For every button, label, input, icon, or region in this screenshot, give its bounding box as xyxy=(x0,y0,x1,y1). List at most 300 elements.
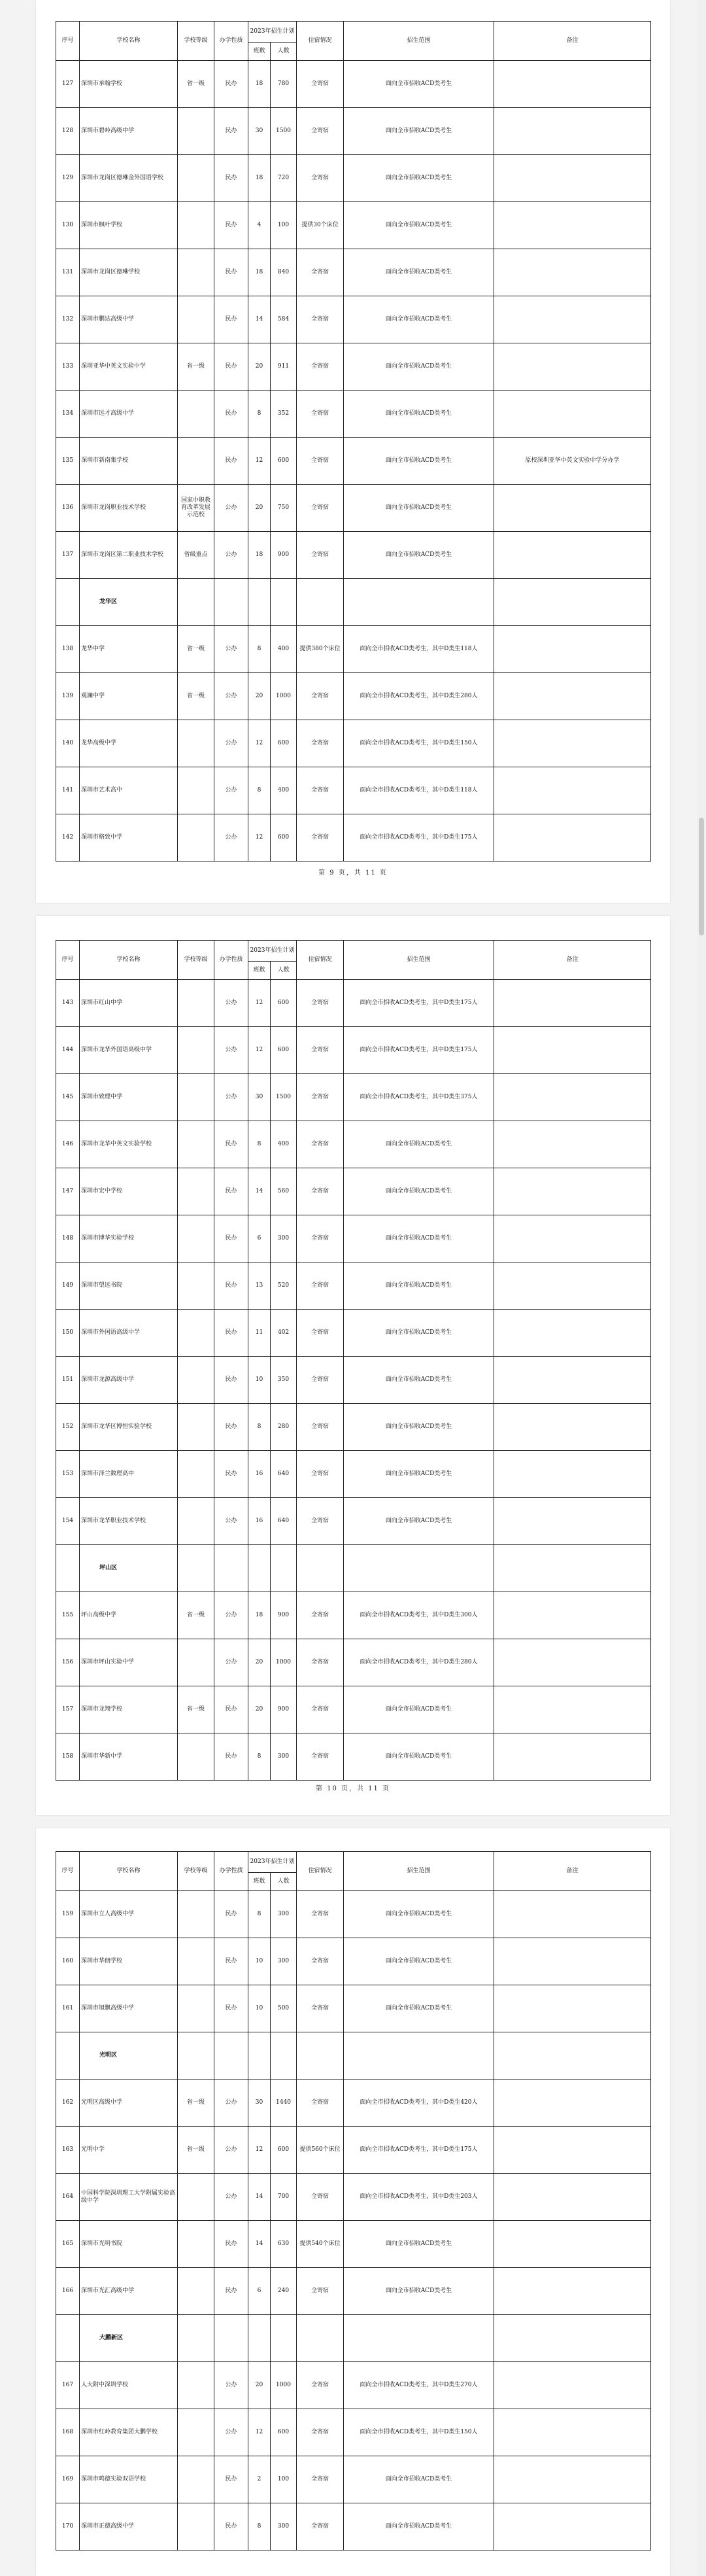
cell-remark xyxy=(494,1168,651,1215)
cell-scope: 面向全市招收ACD类考生 xyxy=(344,1310,494,1357)
cell-school: 深圳市龙翔学校 xyxy=(80,1686,178,1733)
cell-level xyxy=(178,1639,214,1686)
header-seq: 序号 xyxy=(56,941,80,980)
cell-remark xyxy=(494,1121,651,1168)
cell-remark xyxy=(494,343,651,391)
cell-remark xyxy=(494,532,651,579)
cell-school: 深圳市宏中学校 xyxy=(80,1168,178,1215)
cell-school: 光明区高级中学 xyxy=(80,2080,178,2127)
cell-nature: 公办 xyxy=(214,1027,248,1074)
cell-people: 700 xyxy=(271,2174,297,2221)
cell-boarding: 全寄宿 xyxy=(297,61,344,108)
cell-level xyxy=(178,980,214,1027)
cell-classes: 8 xyxy=(248,1733,271,1781)
cell-nature: 民办 xyxy=(214,202,248,249)
cell-scope: 面向全市招收ACD类考生 xyxy=(344,1891,494,1938)
cell-no: 148 xyxy=(56,1215,80,1262)
cell-scope: 面向全市招收ACD类考生 xyxy=(344,532,494,579)
cell-scope: 面向全市招收ACD类考生 xyxy=(344,2456,494,2503)
cell-no: 165 xyxy=(56,2221,80,2268)
cell-scope: 面向全市招收ACD类考生 xyxy=(344,1357,494,1404)
cell-remark xyxy=(494,980,651,1027)
cell-level xyxy=(178,296,214,343)
cell-classes: 10 xyxy=(248,1357,271,1404)
cell-people: 400 xyxy=(271,626,297,673)
cell-no: 151 xyxy=(56,1357,80,1404)
cell-remark xyxy=(494,1262,651,1310)
cell-scope: 面向全市招收ACD类考生 xyxy=(344,155,494,202)
cell-remark xyxy=(494,249,651,296)
cell-scope: 面向全市招收ACD类考生 xyxy=(344,1262,494,1310)
cell-classes: 20 xyxy=(248,673,271,720)
cell-scope: 面向全市招收ACD类考生 xyxy=(344,1938,494,1985)
cell-no: 156 xyxy=(56,1639,80,1686)
cell-boarding: 全寄宿 xyxy=(297,1451,344,1498)
cell-scope: 面向全市招收ACD类考生 xyxy=(344,249,494,296)
table-row xyxy=(56,1357,651,1404)
cell-remark xyxy=(494,2127,651,2174)
cell-school: 深圳市坪山实验中学 xyxy=(80,1639,178,1686)
cell-level xyxy=(178,391,214,438)
table-row xyxy=(56,720,651,767)
header-boarding: 住宿情况 xyxy=(297,941,344,980)
cell-boarding: 提供30个床位 xyxy=(297,202,344,249)
cell-remark xyxy=(494,1686,651,1733)
cell-boarding: 全寄宿 xyxy=(297,1168,344,1215)
cell-school: 深圳市龙华中英文实验学校 xyxy=(80,1121,178,1168)
page-footer: 第 9 页，共 11 页 xyxy=(318,869,388,877)
cell-nature: 公办 xyxy=(214,1498,248,1545)
cell-school: 深圳亚华中英文实验中学 xyxy=(80,343,178,391)
cell-nature: 民办 xyxy=(214,2268,248,2315)
cell-boarding: 全寄宿 xyxy=(297,2503,344,2550)
district-label: 龙华区 xyxy=(80,579,178,626)
district-label: 光明区 xyxy=(80,2032,178,2080)
cell-no: 131 xyxy=(56,249,80,296)
header-nature: 办学性质 xyxy=(214,941,248,980)
cell-nature: 民办 xyxy=(214,1310,248,1357)
cell-level xyxy=(178,1074,214,1121)
table-row xyxy=(56,249,651,296)
cell-classes: 14 xyxy=(248,2174,271,2221)
cell-people: 300 xyxy=(271,1938,297,1985)
cell-no: 132 xyxy=(56,296,80,343)
enrollment-table-page-9 xyxy=(56,21,651,862)
cell-level xyxy=(178,720,214,767)
cell-no: 136 xyxy=(56,485,80,532)
cell-classes: 30 xyxy=(248,1074,271,1121)
header-seq: 序号 xyxy=(56,1852,80,1891)
header-nature: 办学性质 xyxy=(214,1852,248,1891)
cell-no: 145 xyxy=(56,1074,80,1121)
cell-classes: 12 xyxy=(248,1027,271,1074)
cell-people: 911 xyxy=(271,343,297,391)
cell-school: 深圳市鸣德实验双语学校 xyxy=(80,2456,178,2503)
cell-classes: 8 xyxy=(248,1121,271,1168)
cell-nature: 公办 xyxy=(214,720,248,767)
cell-people: 300 xyxy=(271,2503,297,2550)
cell-nature: 公办 xyxy=(214,1639,248,1686)
cell-school: 深圳市龙华区博恒实验学校 xyxy=(80,1404,178,1451)
cell-boarding: 全寄宿 xyxy=(297,485,344,532)
cell-school: 坪山高级中学 xyxy=(80,1592,178,1639)
scrollbar[interactable] xyxy=(697,0,706,2576)
cell-classes: 14 xyxy=(248,2221,271,2268)
cell-no: 169 xyxy=(56,2456,80,2503)
cell-nature: 民办 xyxy=(214,61,248,108)
cell-people: 350 xyxy=(271,1357,297,1404)
cell-classes: 18 xyxy=(248,155,271,202)
cell-remark xyxy=(494,1592,651,1639)
cell-people: 630 xyxy=(271,2221,297,2268)
cell-school: 光明中学 xyxy=(80,2127,178,2174)
cell-people: 1440 xyxy=(271,2080,297,2127)
table-row xyxy=(56,1404,651,1451)
cell-level xyxy=(178,1168,214,1215)
cell-no: 149 xyxy=(56,1262,80,1310)
table-row xyxy=(56,532,651,579)
header-school: 学校名称 xyxy=(80,22,178,61)
cell-school: 龙华高级中学 xyxy=(80,720,178,767)
cell-people: 100 xyxy=(271,202,297,249)
cell-scope: 面向全市招收ACD类考生，其中D类生175人 xyxy=(344,1027,494,1074)
cell-level: 省一级 xyxy=(178,673,214,720)
cell-nature: 民办 xyxy=(214,1215,248,1262)
cell-school: 深圳市红岭教育集团大鹏学校 xyxy=(80,2409,178,2456)
cell-no: 159 xyxy=(56,1891,80,1938)
cell-people: 600 xyxy=(271,1027,297,1074)
table-row xyxy=(56,2080,651,2127)
header-boarding: 住宿情况 xyxy=(297,1852,344,1891)
cell-nature: 公办 xyxy=(214,767,248,814)
cell-scope: 面向全市招收ACD类考生，其中D类生118人 xyxy=(344,626,494,673)
cell-people: 240 xyxy=(271,2268,297,2315)
table-row xyxy=(56,1027,651,1074)
cell-remark xyxy=(494,767,651,814)
cell-boarding: 全寄宿 xyxy=(297,2174,344,2221)
cell-remark: 原校深圳亚华中英文实验中学分办学 xyxy=(494,438,651,485)
cell-people: 300 xyxy=(271,1891,297,1938)
district-label: 坪山区 xyxy=(80,1545,178,1592)
table-row xyxy=(56,391,651,438)
cell-remark xyxy=(494,1985,651,2032)
table-row xyxy=(56,202,651,249)
cell-scope: 面向全市招收ACD类考生 xyxy=(344,343,494,391)
table-row xyxy=(56,1074,651,1121)
cell-classes: 18 xyxy=(248,1592,271,1639)
header-plan: 2023年招生计划 xyxy=(248,1852,297,1873)
cell-school: 深圳市龙华职业技术学校 xyxy=(80,1498,178,1545)
cell-level: 省一级 xyxy=(178,626,214,673)
cell-people: 400 xyxy=(271,767,297,814)
cell-nature: 民办 xyxy=(214,1938,248,1985)
table-row xyxy=(56,2221,651,2268)
cell-classes: 12 xyxy=(248,814,271,862)
header-school: 学校名称 xyxy=(80,941,178,980)
table-row xyxy=(56,485,651,532)
cell-classes: 11 xyxy=(248,1310,271,1357)
cell-scope: 面向全市招收ACD类考生，其中D类生375人 xyxy=(344,1074,494,1121)
cell-level xyxy=(178,108,214,155)
cell-boarding: 全寄宿 xyxy=(297,2456,344,2503)
cell-boarding: 全寄宿 xyxy=(297,673,344,720)
table-row xyxy=(56,2503,651,2550)
table-row xyxy=(56,1938,651,1985)
cell-level xyxy=(178,155,214,202)
cell-boarding: 全寄宿 xyxy=(297,249,344,296)
table-row xyxy=(56,1121,651,1168)
cell-remark xyxy=(494,1451,651,1498)
cell-boarding: 全寄宿 xyxy=(297,1686,344,1733)
cell-classes: 20 xyxy=(248,1639,271,1686)
cell-boarding: 全寄宿 xyxy=(297,1262,344,1310)
cell-remark xyxy=(494,1027,651,1074)
cell-nature: 公办 xyxy=(214,1074,248,1121)
cell-scope: 面向全市招收ACD类考生 xyxy=(344,1215,494,1262)
cell-nature: 民办 xyxy=(214,1985,248,2032)
cell-people: 280 xyxy=(271,1404,297,1451)
cell-classes: 6 xyxy=(248,2268,271,2315)
table-row xyxy=(56,2174,651,2221)
cell-boarding: 全寄宿 xyxy=(297,155,344,202)
header-level: 学校等级 xyxy=(178,941,214,980)
cell-scope: 面向全市招收ACD类考生，其中D类生280人 xyxy=(344,673,494,720)
cell-people: 600 xyxy=(271,2127,297,2174)
cell-classes: 30 xyxy=(248,108,271,155)
cell-people: 1000 xyxy=(271,673,297,720)
cell-people: 840 xyxy=(271,249,297,296)
cell-level xyxy=(178,1262,214,1310)
table-row xyxy=(56,1215,651,1262)
cell-school: 深圳市龙岗区第二职业技术学校 xyxy=(80,532,178,579)
cell-remark xyxy=(494,2362,651,2409)
header-classes: 班数 xyxy=(248,1873,271,1891)
cell-scope: 面向全市招收ACD类考生 xyxy=(344,391,494,438)
cell-people: 900 xyxy=(271,532,297,579)
cell-school: 深圳市外国语高级中学 xyxy=(80,1310,178,1357)
cell-remark xyxy=(494,1074,651,1121)
cell-no: 144 xyxy=(56,1027,80,1074)
cell-scope: 面向全市招收ACD类考生，其中D类生420人 xyxy=(344,2080,494,2127)
cell-boarding: 全寄宿 xyxy=(297,1733,344,1781)
cell-remark xyxy=(494,1938,651,1985)
cell-nature: 民办 xyxy=(214,296,248,343)
header-boarding: 住宿情况 xyxy=(297,22,344,61)
cell-classes: 13 xyxy=(248,1262,271,1310)
cell-remark xyxy=(494,2456,651,2503)
cell-classes: 12 xyxy=(248,2127,271,2174)
cell-nature: 公办 xyxy=(214,673,248,720)
header-plan: 2023年招生计划 xyxy=(248,941,297,962)
table-row xyxy=(56,626,651,673)
cell-level xyxy=(178,1027,214,1074)
cell-level xyxy=(178,1451,214,1498)
header-plan: 2023年招生计划 xyxy=(248,22,297,43)
cell-boarding: 全寄宿 xyxy=(297,720,344,767)
cell-scope: 面向全市招收ACD类考生，其中D类生118人 xyxy=(344,767,494,814)
cell-scope: 面向全市招收ACD类考生 xyxy=(344,1733,494,1781)
table-row xyxy=(56,1168,651,1215)
cell-no: 142 xyxy=(56,814,80,862)
header-scope: 招生范围 xyxy=(344,941,494,980)
cell-classes: 8 xyxy=(248,391,271,438)
cell-nature: 公办 xyxy=(214,2409,248,2456)
cell-boarding: 提供540个床位 xyxy=(297,2221,344,2268)
cell-level xyxy=(178,1357,214,1404)
cell-school: 深圳市望远书院 xyxy=(80,1262,178,1310)
cell-no: 155 xyxy=(56,1592,80,1639)
cell-nature: 民办 xyxy=(214,1686,248,1733)
cell-classes: 8 xyxy=(248,2503,271,2550)
district-row xyxy=(56,2032,651,2080)
cell-boarding: 全寄宿 xyxy=(297,1404,344,1451)
cell-boarding: 全寄宿 xyxy=(297,814,344,862)
cell-scope: 面向全市招收ACD类考生 xyxy=(344,1498,494,1545)
cell-school: 深圳市光明书院 xyxy=(80,2221,178,2268)
cell-level: 省一级 xyxy=(178,61,214,108)
cell-school: 深圳市光汇高级中学 xyxy=(80,2268,178,2315)
cell-level: 省一级 xyxy=(178,1592,214,1639)
cell-boarding: 全寄宿 xyxy=(297,1215,344,1262)
cell-boarding: 全寄宿 xyxy=(297,2268,344,2315)
cell-remark xyxy=(494,485,651,532)
cell-level xyxy=(178,814,214,862)
cell-classes: 2 xyxy=(248,2456,271,2503)
header-people: 人数 xyxy=(271,962,297,980)
cell-boarding: 全寄宿 xyxy=(297,767,344,814)
cell-boarding: 全寄宿 xyxy=(297,2362,344,2409)
cell-level: 省级重点 xyxy=(178,532,214,579)
cell-school: 深圳市龙岗区德琳金外国语学校 xyxy=(80,155,178,202)
cell-scope: 面向全市招收ACD类考生 xyxy=(344,108,494,155)
enrollment-table-page-11 xyxy=(56,1851,651,2550)
cell-no: 135 xyxy=(56,438,80,485)
scrollbar-thumb[interactable] xyxy=(699,818,704,935)
cell-people: 780 xyxy=(271,61,297,108)
cell-people: 600 xyxy=(271,438,297,485)
cell-nature: 公办 xyxy=(214,2080,248,2127)
cell-level xyxy=(178,2362,214,2409)
cell-no: 152 xyxy=(56,1404,80,1451)
enrollment-table-page-10 xyxy=(56,940,651,1781)
cell-no: 129 xyxy=(56,155,80,202)
table-row xyxy=(56,296,651,343)
cell-nature: 公办 xyxy=(214,1592,248,1639)
district-row xyxy=(56,579,651,626)
cell-classes: 14 xyxy=(248,1168,271,1215)
header-seq: 序号 xyxy=(56,22,80,61)
cell-school: 深圳市华新中学 xyxy=(80,1733,178,1781)
header-remark: 备注 xyxy=(494,22,651,61)
cell-people: 600 xyxy=(271,814,297,862)
table-row xyxy=(56,61,651,108)
cell-nature: 公办 xyxy=(214,2362,248,2409)
cell-scope: 面向全市招收ACD类考生，其中D类生150人 xyxy=(344,2409,494,2456)
cell-nature: 民办 xyxy=(214,1733,248,1781)
cell-no: 128 xyxy=(56,108,80,155)
cell-school: 深圳市致理中学 xyxy=(80,1074,178,1121)
cell-remark xyxy=(494,1310,651,1357)
cell-classes: 14 xyxy=(248,296,271,343)
cell-boarding: 提供380个床位 xyxy=(297,626,344,673)
cell-school: 深圳市红山中学 xyxy=(80,980,178,1027)
cell-level xyxy=(178,2409,214,2456)
table-row xyxy=(56,1639,651,1686)
cell-no: 164 xyxy=(56,2174,80,2221)
header-remark: 备注 xyxy=(494,941,651,980)
cell-people: 352 xyxy=(271,391,297,438)
cell-nature: 公办 xyxy=(214,814,248,862)
cell-nature: 公办 xyxy=(214,980,248,1027)
cell-people: 900 xyxy=(271,1686,297,1733)
cell-classes: 10 xyxy=(248,1938,271,1985)
cell-nature: 公办 xyxy=(214,626,248,673)
cell-scope: 面向全市招收ACD类考生 xyxy=(344,61,494,108)
cell-nature: 民办 xyxy=(214,1262,248,1310)
table-row xyxy=(56,2127,651,2174)
cell-scope: 面向全市招收ACD类考生 xyxy=(344,1121,494,1168)
table-row xyxy=(56,1262,651,1310)
cell-school: 深圳市承翰学校 xyxy=(80,61,178,108)
cell-nature: 民办 xyxy=(214,2456,248,2503)
cell-school: 人大附中深圳学校 xyxy=(80,2362,178,2409)
cell-level xyxy=(178,1498,214,1545)
cell-remark xyxy=(494,720,651,767)
header-people: 人数 xyxy=(271,1873,297,1891)
cell-people: 1500 xyxy=(271,1074,297,1121)
cell-classes: 12 xyxy=(248,438,271,485)
header-school: 学校名称 xyxy=(80,1852,178,1891)
cell-remark xyxy=(494,391,651,438)
district-label: 大鹏新区 xyxy=(80,2315,178,2362)
cell-people: 400 xyxy=(271,1121,297,1168)
cell-school: 深圳市正德高级中学 xyxy=(80,2503,178,2550)
cell-no: 158 xyxy=(56,1733,80,1781)
header-classes: 班数 xyxy=(248,43,271,61)
header-level: 学校等级 xyxy=(178,1852,214,1891)
cell-no: 143 xyxy=(56,980,80,1027)
cell-scope: 面向全市招收ACD类考生 xyxy=(344,1451,494,1498)
cell-no: 139 xyxy=(56,673,80,720)
cell-boarding: 全寄宿 xyxy=(297,1938,344,1985)
cell-level xyxy=(178,1891,214,1938)
cell-people: 300 xyxy=(271,1215,297,1262)
cell-no: 163 xyxy=(56,2127,80,2174)
cell-scope: 面向全市招收ACD类考生 xyxy=(344,1985,494,2032)
table-row xyxy=(56,673,651,720)
cell-people: 500 xyxy=(271,1985,297,2032)
cell-remark xyxy=(494,1404,651,1451)
cell-level xyxy=(178,1121,214,1168)
cell-scope: 面向全市招收ACD类考生，其中D类生300人 xyxy=(344,1592,494,1639)
cell-scope: 面向全市招收ACD类考生 xyxy=(344,202,494,249)
header-classes: 班数 xyxy=(248,962,271,980)
cell-level xyxy=(178,1733,214,1781)
cell-school: 深圳市龙源高级中学 xyxy=(80,1357,178,1404)
cell-remark xyxy=(494,296,651,343)
cell-classes: 10 xyxy=(248,1985,271,2032)
cell-school: 深圳市泽兰数理高中 xyxy=(80,1451,178,1498)
cell-remark xyxy=(494,1733,651,1781)
cell-school: 深圳市枫叶学校 xyxy=(80,202,178,249)
cell-boarding: 全寄宿 xyxy=(297,343,344,391)
cell-people: 1000 xyxy=(271,2362,297,2409)
cell-nature: 公办 xyxy=(214,2174,248,2221)
table-row xyxy=(56,2268,651,2315)
table-row xyxy=(56,108,651,155)
cell-remark xyxy=(494,1639,651,1686)
cell-school: 深圳市格致中学 xyxy=(80,814,178,862)
